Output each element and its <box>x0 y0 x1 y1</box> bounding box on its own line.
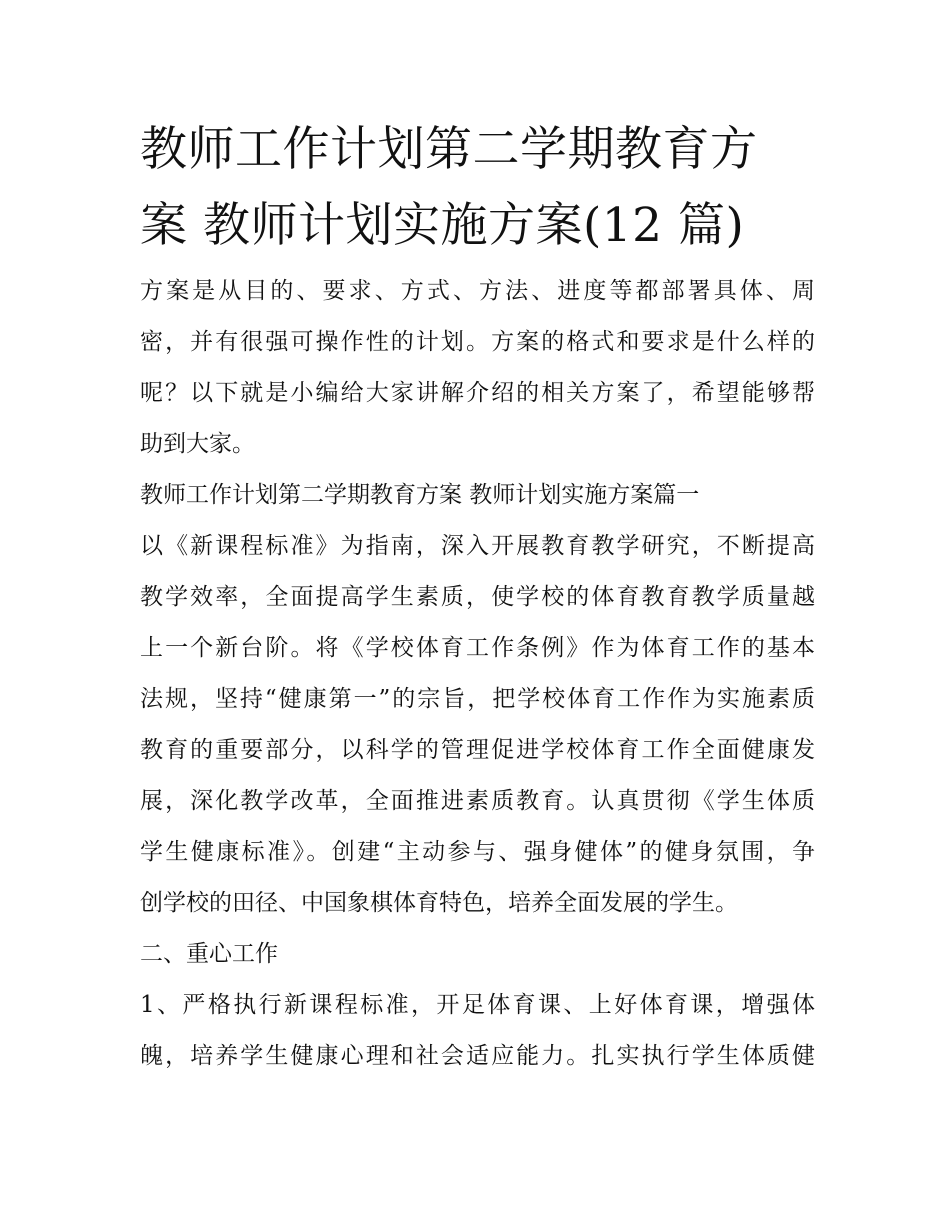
body-line: 密，并有很强可操作性的计划。方案的格式和要求是什么样的 <box>140 329 815 355</box>
section-heading: 教师工作计划第二学期教育方案 教师计划实施方案篇一 <box>140 482 700 508</box>
body-line: 展，深化教学改革，全面推进素质教育。认真贯彻《学生体质 <box>140 788 815 814</box>
body-line: 教学效率，全面提高学生素质，使学校的体育教育教学质量越 <box>140 584 815 610</box>
document-title <box>140 112 815 264</box>
document-page <box>140 112 815 1082</box>
body-line: 创学校的田径、中国象棋体育特色，培养全面发展的学生。 <box>140 890 738 916</box>
body-line: 方案是从目的、要求、方式、方法、进度等都部署具体、周 <box>140 278 815 304</box>
title-line-2: 案 教师计划实施方案(12 篇) <box>140 198 745 253</box>
body-line: 学生健康标准》。创建“主动参与、强身健体”的健身氛围，争 <box>140 839 815 865</box>
title-line-1: 教师工作计划第二学期教育方 <box>140 122 758 177</box>
document-body <box>140 266 815 1082</box>
body-line: 魄，培养学生健康心理和社会适应能力。扎实执行学生体质健 <box>140 1043 815 1069</box>
body-line: 上一个新台阶。将《学校体育工作条例》作为体育工作的基本 <box>140 635 815 661</box>
body-line: 1、严格执行新课程标准，开足体育课、上好体育课，增强体 <box>140 992 815 1018</box>
body-line: 法规，坚持“健康第一”的宗旨，把学校体育工作作为实施素质 <box>140 686 815 712</box>
body-line: 以《新课程标准》为指南，深入开展教育教学研究，不断提高 <box>140 533 815 559</box>
section-heading: 二、重心工作 <box>140 941 278 967</box>
body-line: 助到大家。 <box>140 431 255 457</box>
body-line: 教育的重要部分，以科学的管理促进学校体育工作全面健康发 <box>140 737 815 763</box>
body-line: 呢？以下就是小编给大家讲解介绍的相关方案了，希望能够帮 <box>140 380 815 406</box>
